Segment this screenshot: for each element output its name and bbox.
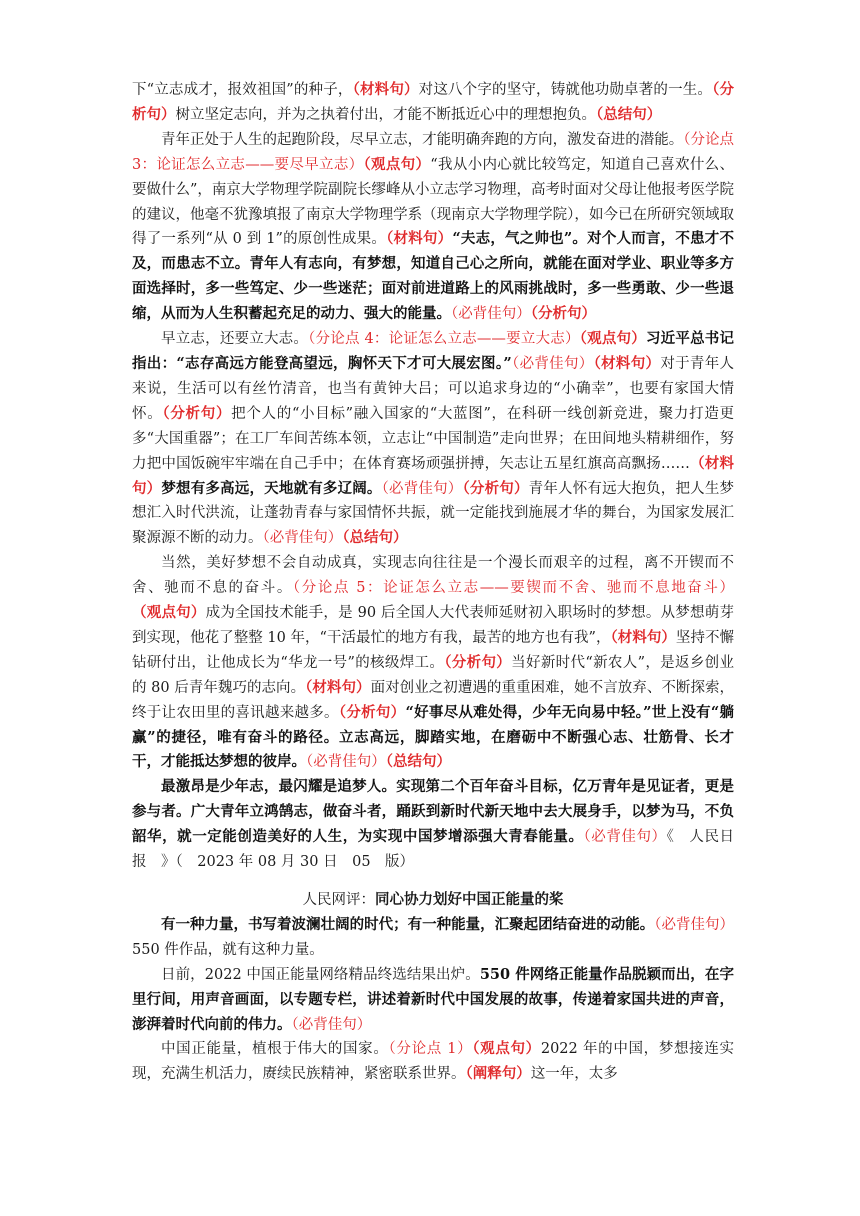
paragraph	[132, 128, 734, 327]
annotation-tag: （分析句）	[132, 81, 735, 123]
annotation-tag: （总结句）	[385, 753, 451, 771]
paragraph	[132, 963, 734, 1038]
text-segment: 550 件网络正能量作品脱颖而出，在字里行间，用声音画面，以专题专栏，讲述着新时代中国发展的故事，传递着家国共进的声音，澎湃着时代向前的伟力。	[132, 965, 734, 1033]
text-segment: 这一年，太多	[530, 1066, 618, 1083]
text-segment: “夫志，气之帅也”。对个人而言，不患才不及，而患志不立。青年人有志向，有梦想，知道自己心之所向，就能在面对学业、职业等多方面选择时，多一些笃定、少一些迷茫；面对前进道路上的风雨挑战时，多一些勇敢、少一些退缩，从而为人生积蓄起充足的动力、强大的能量。	[132, 230, 734, 323]
paragraph	[132, 913, 734, 963]
annotation-tag: （材料句）	[386, 230, 453, 248]
annotation-tag: （材料句）	[593, 354, 661, 372]
text-segment: 成为全国技术能手，是 90 后全国人大代表师延财初入职场时的梦想。从梦想萌芽到实现，他花了整整 10 年，“干活最忙的地方有我，最苦的地方也有我”，	[132, 605, 734, 646]
text-segment: 有一种力量，书写着波澜壮阔的时代；有一种能量，汇聚起团结奋进的动能。	[161, 915, 655, 933]
annotation-tag: （观点句）	[472, 1040, 541, 1058]
annotation-tag: （材料句）	[132, 454, 734, 497]
annotation-tag: （分论点 4：论证怎么立志——要立大志）	[308, 331, 580, 348]
paragraph	[132, 1037, 734, 1087]
text-segment: 早立志，还要立大志。	[161, 331, 309, 348]
text-segment: 当好新时代“新农人”，是返乡创业的 80 后青年魏巧的志向。	[132, 654, 735, 696]
annotation-tag: （必背佳句）	[583, 829, 667, 846]
annotation-tag: （材料句）	[352, 81, 419, 98]
text-segment: 青年人怀有远大抱负，把人生梦想汇入时代洪流，让蓬勃青春与家国情怀共振，就一定能找到施展才华的舞台，为国家发展汇聚源源不断的动力。	[132, 480, 735, 547]
text-segment: “我从小内心就比较笃定，知道自己喜欢什么、要做什么”，南京大学物理学院副院长缪峰从小立志学习物理，高考时面对父母让他报考医学院的建议，他毫不犹豫填报了南京大学物理学系（现南京大学物理学院），如今已在所研究领域取得了一系列“从 0 到 1”的原创性成果。	[132, 156, 734, 248]
annotation-tag: （总结句）	[596, 105, 662, 123]
text-segment: 把个人的“小目标”融入国家的“大蓝图”，在科研一线创新竞进，聚力打造更多“大国重器”；在工厂车间苦练本领，立志让“中国制造”走向世界；在田间地头精耕细作，努力把中国饭碗牢牢端在自己手中；在体育赛场顽强拼搏，矢志让五星红旗高高飘扬……	[132, 405, 735, 472]
annotation-tag: （分论点 5：论证怎么立志——要锲而不舍、驰而不息地奋斗）	[292, 580, 734, 597]
text-segment: 青年正处于人生的起跑阶段，尽早立志，才能明确奔跑的方向，激发奋进的潜能。	[161, 131, 684, 148]
text-segment: 面对创业之初遭遇的重重困难，她不言放弃、不断探索，终于让农田里的喜讯越来越多。	[132, 679, 735, 721]
paragraph	[132, 551, 734, 775]
paragraph	[132, 78, 734, 128]
text-segment: 树立坚定志向，并为之执着付出，才能不断抵近心中的理想抱负。	[175, 106, 596, 123]
text-segment: 550 件作品，就有这种力量。	[132, 941, 324, 958]
text-segment: 最激昂是少年志，最闪耀是追梦人。实现第二个百年奋斗目标，亿万青年是见证者，更是参与者。广大青年立鸿鹄志，做奋斗者，踊跃到新时代新天地中去大展身手，以梦为马，不负韶华，就一定能创造美好的人生，为实现中国梦增添强大青春能量。	[132, 778, 734, 846]
paragraph	[132, 775, 734, 875]
annotation-tag: （必背佳句）	[511, 355, 594, 372]
annotation-tag: （必背佳句）	[451, 306, 531, 323]
annotation-tag: （必背佳句）	[262, 530, 343, 547]
annotation-tag: （总结句）	[342, 529, 408, 547]
article-2-title-prefix: 人民网评：	[302, 892, 375, 908]
text-segment: “好事尽从难处得，少年无向易中轻。”世上没有“躺赢”的捷径，唯有奋斗的路径。立志高远，脚踏实地，在磨砺中不断强心志、壮筋骨、长才干，才能抵达梦想的彼岸。	[132, 703, 735, 771]
annotation-tag: （分析句）	[444, 653, 512, 671]
article-2-title-text: 同心协力划好中国正能量的桨	[375, 891, 564, 908]
annotation-tag: （必背佳句）	[306, 754, 386, 771]
paragraph	[132, 327, 734, 551]
text-segment: 对于青年人来说，生活可以有丝竹清音，也当有黄钟大吕；可以追求身边的“小确幸”，也要有家国大情怀。	[132, 355, 735, 422]
annotation-tag: （观点句）	[579, 330, 646, 348]
annotation-tag: （分析句）	[462, 479, 529, 497]
article-1	[132, 78, 734, 875]
document-page	[132, 78, 734, 1087]
annotation-tag: （分析句）	[530, 305, 596, 323]
annotation-tag: （分析句）	[338, 703, 406, 721]
text-segment: 当然，美好梦想不会自动成真，实现志向往往是一个漫长而艰辛的过程，离不开锲而不舍、驰而不息的奋斗。	[132, 555, 734, 597]
text-segment: 2022 年的中国，梦想接连实现，充满生机活力，赓续民族精神，紧密联系世界。	[132, 1041, 735, 1083]
text-segment: 《 人民日报 》（ 2023 年 08 月 30 日 05 版）	[132, 829, 735, 871]
text-segment: 坚持不懈钻研付出，让他成长为“华龙一号”的核级焊工。	[132, 629, 735, 671]
article-2	[132, 913, 734, 1087]
annotation-tag: （材料句）	[610, 628, 676, 646]
annotation-tag: （阐释句）	[465, 1065, 531, 1083]
article-2-title	[132, 888, 734, 913]
text-segment: 梦想有多高远，天地就有多辽阔。	[161, 479, 382, 497]
text-segment: 下“立志成才，报效祖国”的种子，	[132, 82, 353, 98]
annotation-tag: （材料句）	[305, 678, 371, 696]
annotation-tag: （必背佳句）	[654, 916, 735, 933]
text-segment: 习近平总书记指出：“志存高远方能登高望远，胸怀天下才可大展宏图。”	[132, 330, 734, 372]
annotation-tag: （观点句）	[363, 155, 431, 173]
text-segment: 中国正能量，植根于伟大的国家。	[161, 1041, 389, 1058]
annotation-tag: （必背佳句）	[291, 1016, 372, 1033]
text-segment: 对这八个字的坚守，铸就他功勋卓著的一生。	[418, 82, 713, 98]
annotation-tag: （分析句）	[162, 404, 232, 422]
annotation-tag: （观点句）	[132, 604, 206, 622]
annotation-tag: （必背佳句）	[381, 480, 463, 497]
text-segment: 日前，2022 中国正能量网络精品终选结果出炉。	[161, 966, 480, 983]
annotation-tag: （分论点 1）	[388, 1041, 473, 1058]
annotation-tag: （分论点 3：论证怎么立志——要尽早立志）	[132, 131, 735, 173]
